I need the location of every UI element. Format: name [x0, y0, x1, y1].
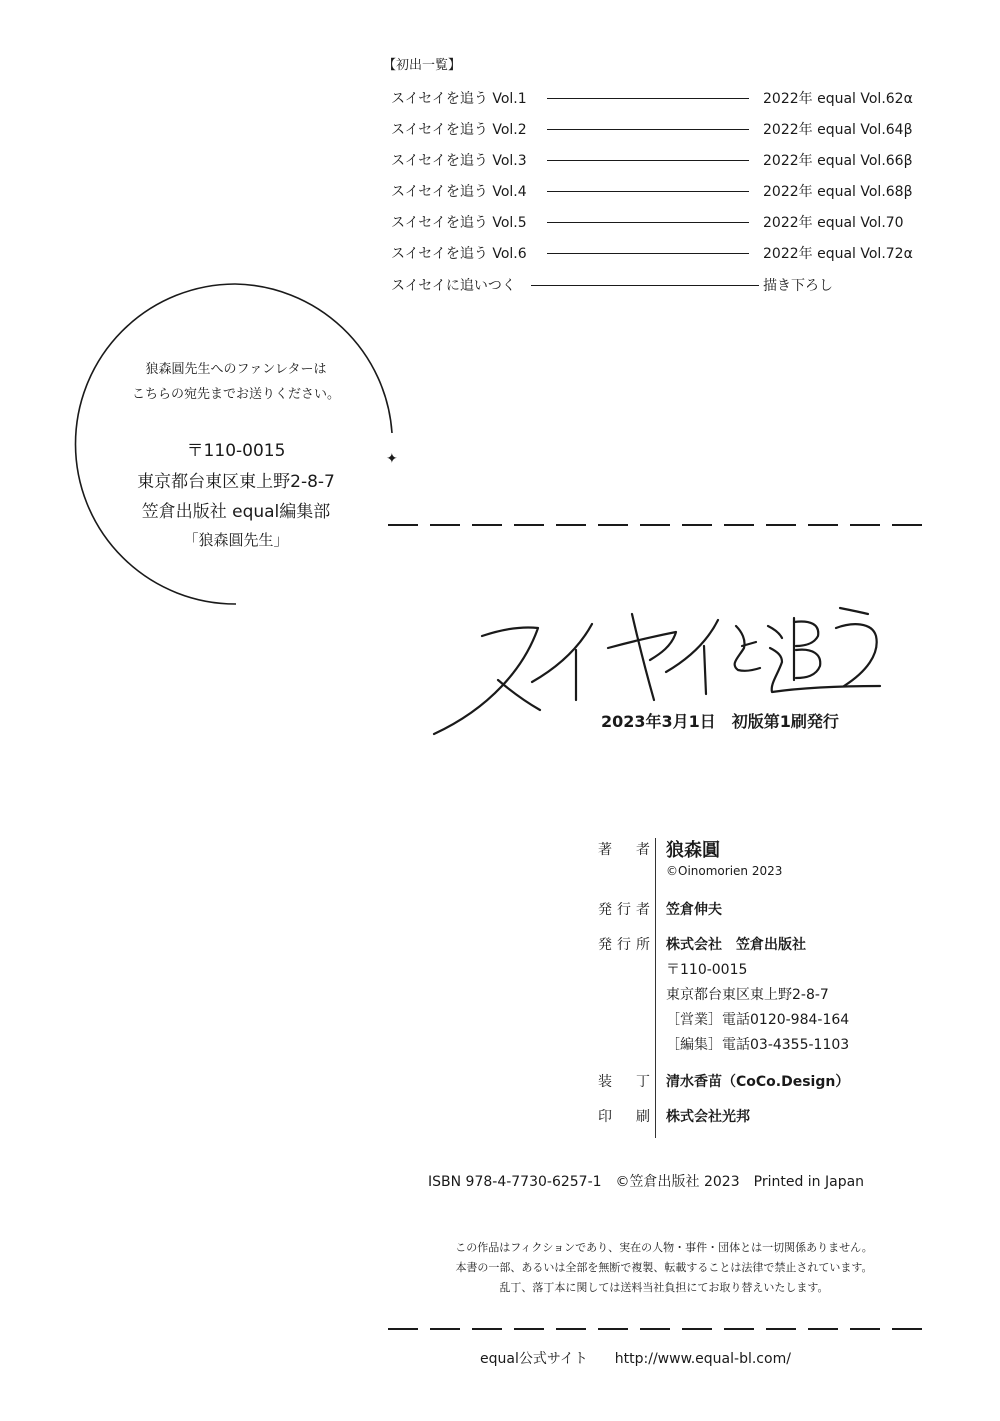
author-name: 狼森圓: [666, 840, 720, 861]
fan-letter-intro: こちらの宛先までお送りください。: [131, 387, 340, 402]
first-appearance-row: [391, 212, 936, 232]
leader-line: [547, 129, 749, 130]
notice-line: この作品はフィクションであり、実在の人物・事件・団体とは一切関係ありません。: [455, 1241, 873, 1254]
leader-line: [547, 160, 749, 161]
first-appearance-heading: 【初出一覧】: [383, 58, 462, 73]
issue-date: 2023年3月1日 初版第1刷発行: [601, 712, 839, 731]
episode-title: スイセイを追う Vol.4: [391, 184, 527, 200]
publisher-editorial-phone: ［編集］電話03-4355-1103: [666, 1037, 850, 1053]
print-label: 印刷: [598, 1109, 650, 1125]
issuer-label: 発行者: [598, 902, 650, 918]
leader-line: [547, 98, 749, 99]
first-appearance-row: [391, 150, 936, 170]
episode-source: 描き下ろし: [763, 278, 833, 294]
episode-source: 2022年 equal Vol.70: [763, 215, 904, 231]
episode-source: 2022年 equal Vol.68β: [763, 184, 913, 200]
notice-line: 本書の一部、あるいは全部を無断で複製、転載することは法律で禁止されています。: [455, 1261, 873, 1274]
episode-source: 2022年 equal Vol.72α: [763, 246, 913, 262]
episode-title: スイセイを追う Vol.3: [391, 153, 527, 169]
official-site-line: [480, 1348, 791, 1368]
episode-title: スイセイを追う Vol.6: [391, 246, 527, 262]
publisher-address: 東京都台東区東上野2-8-7: [666, 987, 829, 1003]
first-appearance-row: [391, 181, 936, 201]
episode-title: スイセイに追いつく: [391, 278, 516, 294]
fan-letter-intro: 狼森圓先生へのファンレターは: [145, 362, 327, 377]
first-appearance-row: [391, 243, 936, 263]
colophon-divider: [655, 838, 656, 1138]
first-appearance-row: [391, 119, 936, 139]
episode-title: スイセイを追う Vol.5: [391, 215, 527, 231]
leader-line: [547, 191, 749, 192]
site-label: equal公式サイト: [480, 1351, 588, 1367]
fan-letter-publisher: 笠倉出版社 equal編集部: [141, 502, 331, 522]
episode-title: スイセイを追う Vol.2: [391, 122, 527, 138]
fan-letter-postal-code: 〒110-0015: [186, 441, 286, 461]
design-label: 装丁: [598, 1074, 650, 1090]
first-appearance-row: [391, 275, 936, 295]
star-icon: ✦: [386, 451, 398, 467]
author-copyright: ©Oinomorien 2023: [666, 864, 783, 878]
fan-letter-recipient: 「狼森圓先生」: [183, 531, 289, 549]
author-label: 著者: [598, 842, 650, 858]
dashed-divider: [388, 524, 930, 526]
dashed-divider: [388, 1328, 930, 1330]
publisher-postal-code: 〒110-0015: [666, 962, 748, 978]
episode-source: 2022年 equal Vol.66β: [763, 153, 913, 169]
publisher-label: 発行所: [598, 937, 650, 953]
episode-source: 2022年 equal Vol.62α: [763, 91, 913, 107]
first-appearance-row: [391, 88, 936, 108]
publisher-sales-phone: ［営業］電話0120-984-164: [666, 1012, 850, 1028]
episode-source: 2022年 equal Vol.64β: [763, 122, 913, 138]
site-url-link[interactable]: http://www.equal-bl.com/: [614, 1351, 791, 1367]
fan-letter-address: 東京都台東区東上野2-8-7: [137, 472, 335, 492]
leader-line: [547, 253, 749, 254]
publisher-name: 株式会社 笠倉出版社: [666, 937, 806, 953]
isbn-line: ISBN 978-4-7730-6257-1 ©笠倉出版社 2023 Printed in Japan: [428, 1174, 865, 1190]
leader-line: [547, 222, 749, 223]
design-name: 清水香苗（CoCo.Design）: [666, 1074, 850, 1090]
leader-line: [531, 285, 759, 286]
notice-line: 乱丁、落丁本に関しては送料当社負担にてお取り替えいたします。: [499, 1281, 829, 1294]
episode-title: スイセイを追う Vol.1: [391, 91, 527, 107]
print-name: 株式会社光邦: [666, 1109, 750, 1125]
issuer-name: 笠倉伸夫: [666, 902, 722, 918]
